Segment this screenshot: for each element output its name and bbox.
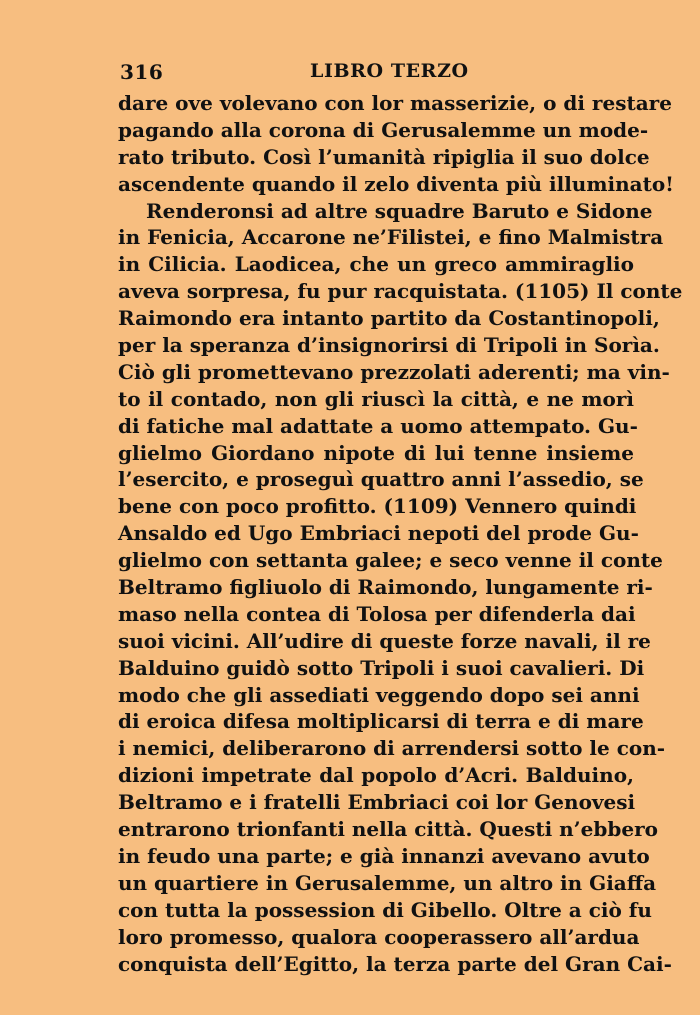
text-line: glielmo con settanta galee; e seco venne il conte — [118, 548, 663, 573]
text-line: maso nella contea di Tolosa per difenderla dai — [118, 601, 636, 626]
text-line: bene con poco profitto. (1109) Vennero quindi — [118, 494, 637, 519]
body-text — [118, 90, 683, 977]
text-line: rato tributo. Così l’umanità ripiglia il suo dolce — [118, 144, 650, 169]
running-title: LIBRO TERZO — [310, 60, 469, 82]
text-line: per la speranza d’insignorirsi di Tripoli in Sorìa. — [118, 333, 660, 358]
paragraph-start-line: Renderonsi ad altre squadre Baruto e Sidone — [146, 198, 653, 223]
text-line: glielmo Giordano nipote di lui tenne insieme — [118, 440, 634, 465]
text-line: ascendente quando il zelo diventa più illuminato! — [118, 171, 674, 196]
text-line: loro promesso, qualora cooperassero all’ardua — [118, 924, 640, 949]
text-line: Balduino guidò sotto Tripoli i suoi cavalieri. Di — [118, 655, 645, 680]
text-line: Raimondo era intanto partito da Costantinopoli, — [118, 306, 660, 331]
text-line: l’esercito, e proseguì quattro anni l’assedio, se — [118, 467, 644, 492]
text-line: Ansaldo ed Ugo Embriaci nepoti del prode Gu- — [118, 521, 639, 546]
text-line: suoi vicini. All’udire di queste forze navali, il re — [118, 628, 651, 653]
text-line: aveva sorpresa, fu pur racquistata. (1105) Il conte — [118, 279, 683, 304]
text-line: i nemici, deliberarono di arrendersi sotto le con- — [118, 736, 666, 761]
text-line: Beltramo e i fratelli Embriaci coi lor Genovesi — [118, 790, 636, 815]
text-line: un quartiere in Gerusalemme, un altro in Giaffa — [118, 870, 657, 895]
text-line: conquista dell’Egitto, la terza parte del Gran Cai- — [118, 951, 672, 976]
text-line: Beltramo figliuolo di Raimondo, lungamente ri- — [118, 575, 653, 600]
text-line: pagando alla corona di Gerusalemme un mode- — [118, 117, 649, 142]
text-line: di eroica difesa moltiplicarsi di terra e di mare — [118, 709, 644, 734]
text-line: dare ove volevano con lor masserizie, o di restare — [118, 91, 672, 115]
text-line: con tutta la possession di Gibello. Oltre a ciò fu — [118, 897, 652, 922]
text-line: in feudo una parte; e già innanzi avevano avuto — [118, 843, 650, 868]
text-line: modo che gli assediati veggendo dopo sei anni — [118, 682, 640, 707]
text-line: in Fenicia, Accarone ne’Filistei, e fino Malmistra — [118, 225, 664, 250]
text-line: di fatiche mal adattate a uomo attempato. Gu- — [118, 413, 638, 438]
text-line: to il contado, non gli riuscì la città, e ne morì — [118, 386, 634, 411]
page-number: 316 — [120, 60, 164, 84]
text-line: dizioni impetrate dal popolo d’Acri. Balduino, — [118, 763, 634, 788]
text-line: Ciò gli promettevano prezzolati aderenti; ma vin- — [118, 359, 670, 384]
text-line: in Cilicia. Laodicea, che un greco ammiraglio — [118, 252, 634, 277]
page-header — [120, 60, 640, 86]
text-line: entrarono trionfanti nella città. Questi n’ebbero — [118, 817, 658, 842]
